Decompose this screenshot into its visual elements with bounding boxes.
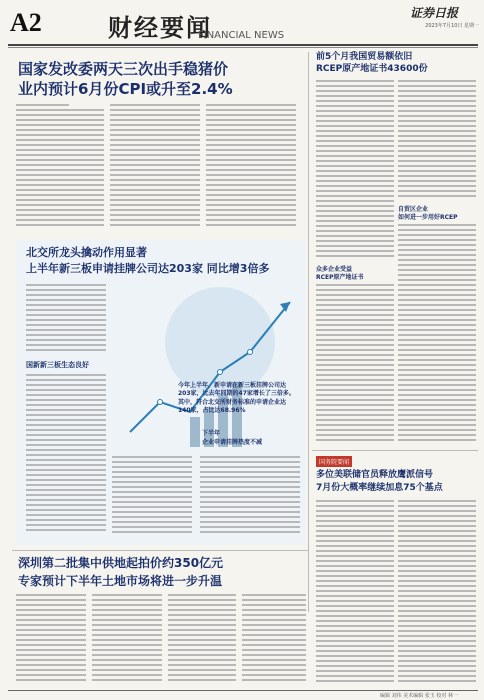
section-title: 财经要闻 bbox=[108, 14, 212, 42]
feature-subhead-3: 企业申请挂牌热度不减 bbox=[202, 439, 263, 446]
bottom-headline-1[interactable]: 深圳第二批集中供地起拍价约350亿元 bbox=[18, 556, 224, 570]
arrow-icon bbox=[280, 302, 290, 312]
right-top-body-col1 bbox=[316, 80, 394, 260]
right-bottom-headline-1[interactable]: 多位美联储官员释放鹰派信号 bbox=[316, 470, 434, 480]
feature-headline-1[interactable]: 北交所龙头擒动作用显著 bbox=[26, 246, 147, 259]
lead-headline-1[interactable]: 国家发改委两天三次出手稳猪价 bbox=[18, 60, 229, 78]
right-bottom-body-col1 bbox=[316, 500, 394, 685]
lead-headline-2[interactable]: 业内预计6月份CPI或升至2.4% bbox=[18, 80, 233, 98]
lead-body-col3 bbox=[206, 104, 296, 234]
section-title-en: FINANCIAL NEWS bbox=[198, 30, 285, 41]
right-mid-body-col1 bbox=[316, 284, 394, 444]
bottom-body-col1 bbox=[16, 594, 86, 686]
feature-body-col3 bbox=[200, 456, 300, 540]
lead-body-col2 bbox=[110, 104, 200, 234]
right-top-headline-2[interactable]: RCEP原产地证书43600份 bbox=[316, 64, 428, 74]
header-rule-thin bbox=[8, 47, 478, 48]
feature-subhead-1: 国新新三板生态良好 bbox=[26, 361, 89, 369]
trend-point bbox=[248, 350, 253, 355]
bottom-body-col3 bbox=[168, 594, 236, 686]
right-top-headline-1[interactable]: 前5个月我国贸易额依旧 bbox=[316, 52, 413, 62]
feature-caption: 今年上半年，新申请在新三板挂牌公司达203家，比去年同期的47家增长了三倍多。其中，符合北交所财务标准的申请企业达140家，占比达68.96% bbox=[178, 382, 295, 415]
right-mid-label-2: RCEP原产地证书 bbox=[316, 274, 364, 281]
bottom-body-col2 bbox=[92, 594, 162, 686]
feature-headline-2[interactable]: 上半年新三板申请挂牌公司达203家 同比增3倍多 bbox=[26, 262, 270, 275]
right-sub-subhead: 如何进一步用好RCEP bbox=[398, 214, 458, 221]
right-mid-body-col2 bbox=[398, 224, 476, 444]
feature-body-col1 bbox=[26, 284, 106, 354]
lead-body-col1 bbox=[16, 104, 104, 234]
footer-rule bbox=[8, 690, 478, 691]
right-bottom-headline-2[interactable]: 7月份大概率继续加息75个基点 bbox=[316, 483, 443, 493]
column-divider bbox=[308, 52, 309, 612]
bottom-body-col4 bbox=[242, 594, 306, 686]
feature-body-col1b bbox=[26, 374, 106, 539]
trend-point bbox=[158, 400, 163, 405]
right-bottom-tag: 国务院要闻 bbox=[316, 456, 352, 467]
trend-point bbox=[218, 370, 223, 375]
feature-body-col2 bbox=[112, 456, 192, 540]
right-mid-label-1: 众多企业受益 bbox=[316, 266, 353, 273]
newspaper-brand: 证券日报 bbox=[410, 6, 459, 20]
header-rule bbox=[8, 44, 478, 46]
page-number: A2 bbox=[10, 8, 42, 37]
right-divider bbox=[312, 450, 478, 451]
right-bottom-body-col2 bbox=[398, 500, 476, 685]
issue-date: 2023年7月10日 星期一 bbox=[425, 23, 479, 29]
footer-credits: 编辑 刘伟 美术编辑 张玉 校对 林一 bbox=[380, 693, 458, 699]
right-sub-label: 自贸区企业 bbox=[398, 206, 429, 213]
feature-subhead-2: 下半年 bbox=[202, 430, 221, 437]
feature-graphic bbox=[120, 282, 306, 452]
right-top-body-col2 bbox=[398, 80, 476, 200]
bottom-headline-2[interactable]: 专家预计下半年土地市场将进一步升温 bbox=[18, 574, 223, 588]
bottom-divider bbox=[12, 550, 308, 551]
